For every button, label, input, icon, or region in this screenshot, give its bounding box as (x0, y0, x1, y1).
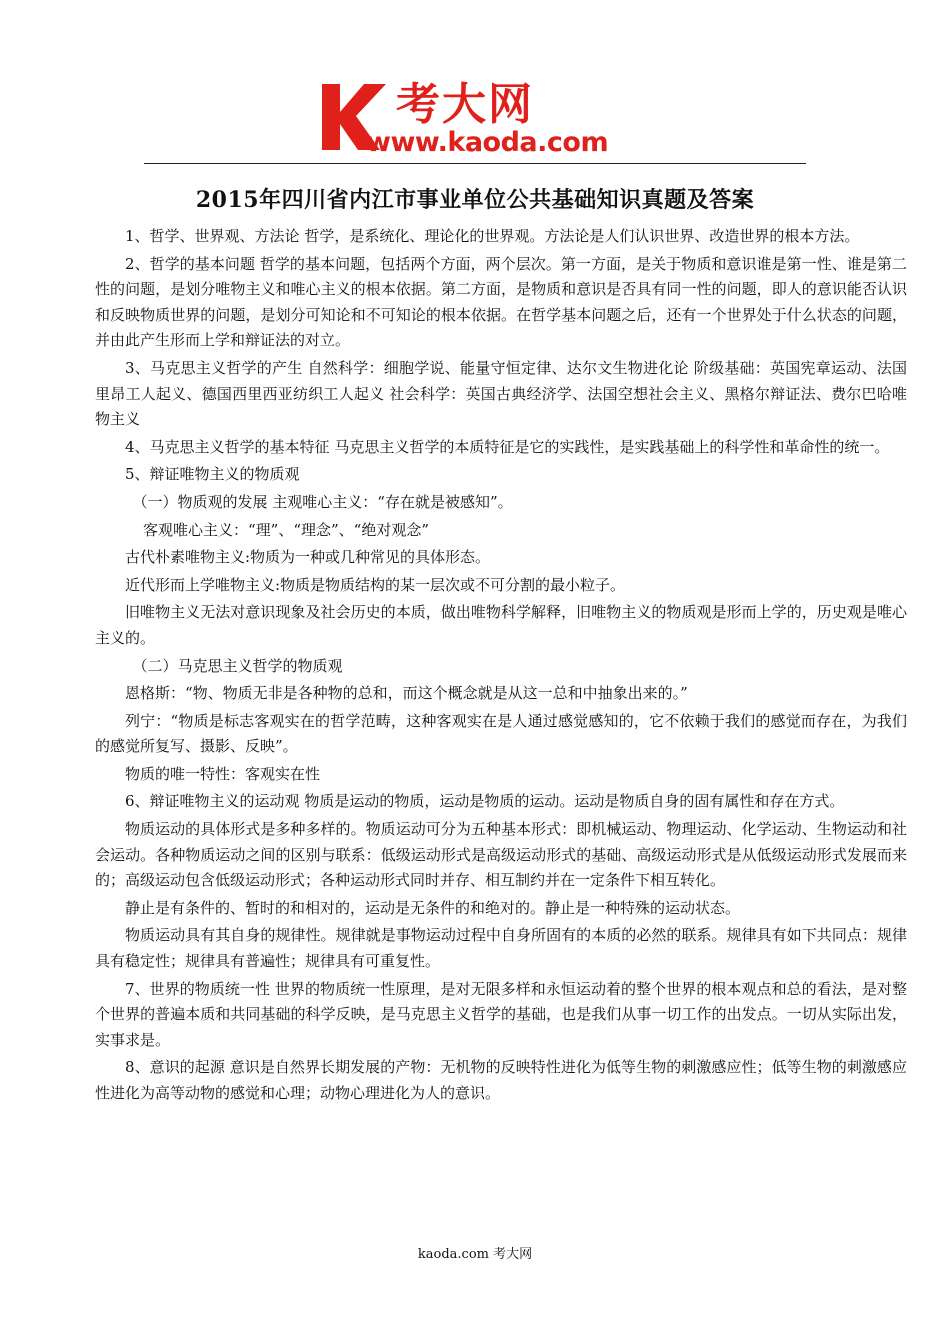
paragraph: 客观唯心主义：“理”、“理念”、“绝对观念” (143, 520, 430, 539)
header-divider (144, 163, 806, 164)
paragraph: 5、辩证唯物主义的物质观 (125, 465, 300, 484)
paragraph: 恩格斯：“物、物质无非是各种物的总和，而这个概念就是从这一总和中抽象出来的。” (125, 684, 688, 703)
paragraph: 物质运动具有其自身的规律性。规律就是事物运动过程中自身所固有的本质的必然的联系。规律具有如下共同点：规律具有稳定性；规律具有普遍性；规律具有可重复性。 (95, 926, 907, 971)
paragraph: 2、哲学的基本问题 哲学的基本问题，包括两个方面，两个层次。第一方面，是关于物质和意识谁是第一性、谁是第二性的问题，是划分唯物主义和唯心主义的根本依据。第二方面，是物质和意识是否具有同一性的问题，即人的意识能否认识和反映物质世界的问题，是划分可知论和不可知论的根本依据。在哲学基本问题之后，还有一个世界处于什么状态的问题，并由此产生形而上学和辩证法的对立。 (95, 254, 907, 350)
kaoda-logo[interactable] (318, 78, 648, 160)
paragraph: 3、马克思主义哲学的产生 自然科学：细胞学说、能量守恒定律、达尔文生物进化论 阶级基础：英国宪章运动、法国里昂工人起义、德国西里西亚纺织工人起义 社会科学：英国古典经济学、法国空想社会主义、黑格尔辩证法、费尔巴哈唯物主义 (95, 358, 907, 429)
document-title: 2015年四川省内江市事业单位公共基础知识真题及答案 (195, 187, 755, 213)
page-footer: kaoda.com 考大网 (417, 1247, 533, 1262)
paragraph: 1、哲学、世界观、方法论 哲学，是系统化、理论化的世界观。方法论是人们认识世界、改造世界的根本方法。 (125, 227, 860, 245)
paragraph: 8、意识的起源 意识是自然界长期发展的产物：无机物的反映特性进化为低等生物的刺激感应性；低等生物的刺激感应性进化为高等动物的感觉和心理；动物心理进化为人的意识。 (95, 1058, 907, 1102)
paragraph: 旧唯物主义无法对意识现象及社会历史的本质，做出唯物科学解释，旧唯物主义的物质观是形而上学的，历史观是唯心主义的。 (95, 603, 907, 647)
document-body (95, 224, 907, 1109)
paragraph: （一）物质观的发展 主观唯心主义：“存在就是被感知”。 (132, 492, 513, 511)
paragraph: 6、辩证唯物主义的运动观 物质是运动的物质，运动是物质的运动。运动是物质自身的固有属性和存在方式。 (125, 792, 845, 811)
paragraph: 近代形而上学唯物主义:物质是物质结构的某一层次或不可分割的最小粒子。 (125, 575, 626, 594)
paragraph: 列宁：“物质是标志客观实在的哲学范畴，这种客观实在是人通过感觉感知的，它不依赖于我们的感觉而存在，为我们的感觉所复写、摄影、反映”。 (95, 711, 907, 756)
paragraph: 古代朴素唯物主义:物质为一种或几种常见的具体形态。 (125, 548, 491, 567)
logo-chinese-name: 考大网 (396, 79, 534, 130)
paragraph: （二）马克思主义哲学的物质观 (132, 656, 343, 675)
paragraph: 静止是有条件的、暂时的和相对的，运动是无条件的和绝对的。静止是一种特殊的运动状态。 (125, 898, 741, 917)
paragraph: 物质的唯一特性：客观实在性 (125, 764, 321, 783)
paragraph: 4、马克思主义哲学的基本特征 马克思主义哲学的本质特征是它的实践性，是实践基础上的科学性和革命性的统一。 (125, 437, 890, 456)
paragraph: 7、世界的物质统一性 世界的物质统一性原理，是对无限多样和永恒运动着的整个世界的根本观点和总的看法，是对整个世界的普遍本质和共同基础的科学反映，是马克思主义哲学的基础，也是我们从事一切工作的出发点。一切从实际出发，实事求是。 (95, 979, 907, 1049)
logo-url: www.kaoda.com (366, 127, 609, 158)
paragraph: 物质运动的具体形式是多种多样的。物质运动可分为五种基本形式：即机械运动、物理运动、化学运动、生物运动和社会运动。各种物质运动之间的区别与联系：低级运动形式是高级运动形式的基础、高级运动形式是从低级运动形式发展而来的；高级运动包含低级运动形式；各种运动形式同时并存、相互制约并在一定条件下相互转化。 (95, 820, 907, 890)
